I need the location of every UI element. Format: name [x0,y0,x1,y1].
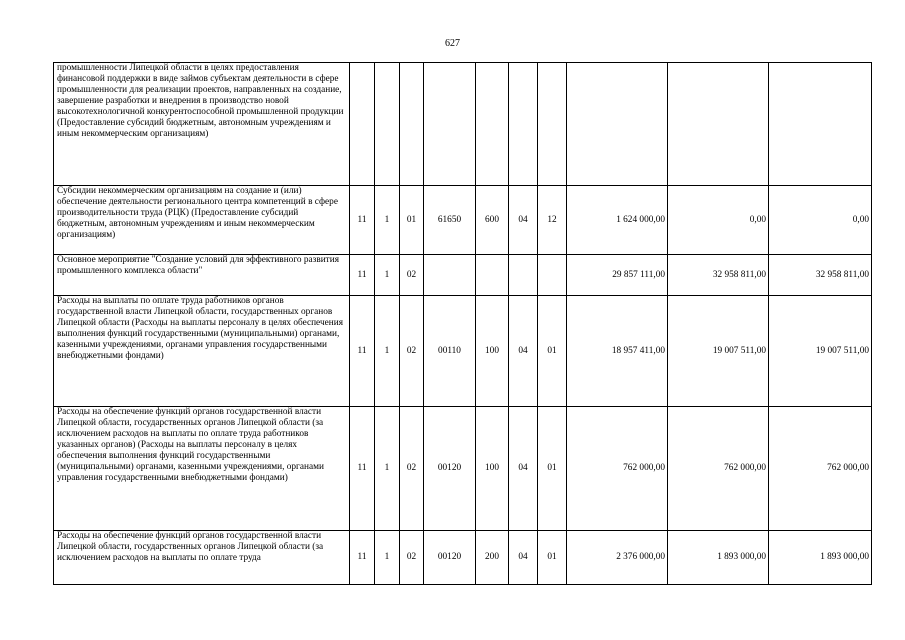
cell-vr [476,255,509,296]
cell-om: 01 [400,186,424,255]
cell-pp: 1 [375,296,400,407]
cell-direction: 00120 [424,407,476,531]
cell-rz: 04 [509,407,538,531]
cell-sum-year1: 29 857 111,00 [567,255,668,296]
table-row [54,255,872,296]
cell-pr [538,63,567,186]
table-row [54,531,872,585]
cell-direction: 61650 [424,186,476,255]
cell-vr: 200 [476,531,509,585]
cell-pr: 01 [538,296,567,407]
cell-gp: 11 [350,531,375,585]
cell-pr: 12 [538,186,567,255]
cell-vr: 100 [476,296,509,407]
cell-vr: 600 [476,186,509,255]
row-description: Субсидии некоммерческим организациям на создание и (или) обеспечение деятельности регионального центра компетенций в сфере производительности труда (РЦК) (Предоставление субсидий бюджетным, автономным учреждениям и иным некоммерческим организациям) [54,186,350,255]
table-row [54,63,872,186]
cell-rz [509,255,538,296]
cell-gp: 11 [350,296,375,407]
cell-sum-year1: 762 000,00 [567,407,668,531]
page-number: 627 [445,38,460,49]
row-description: Основное мероприятие "Создание условий для эффективного развития промышленного комплекса области" [54,255,350,296]
table-row [54,186,872,255]
table-row [54,407,872,531]
cell-gp: 11 [350,255,375,296]
cell-pr: 01 [538,407,567,531]
cell-sum-year2: 32 958 811,00 [668,255,769,296]
cell-direction: 00110 [424,296,476,407]
cell-sum-year3: 0,00 [769,186,872,255]
row-description: Расходы на выплаты по оплате труда работников органов государственной власти Липецкой области, государственных органов Липецкой области (Расходы на выплаты персоналу в целях обеспечения выполнения функций государственными (муниципальными) органами, казенными учреждениями, органами управления государственными внебюджетными фондами) [54,296,350,407]
cell-direction [424,63,476,186]
cell-gp: 11 [350,186,375,255]
cell-sum-year2 [668,63,769,186]
cell-om: 02 [400,255,424,296]
cell-sum-year2: 1 893 000,00 [668,531,769,585]
table-row [54,296,872,407]
cell-vr [476,63,509,186]
cell-sum-year1 [567,63,668,186]
cell-sum-year2: 19 007 511,00 [668,296,769,407]
cell-sum-year1: 1 624 000,00 [567,186,668,255]
cell-sum-year1: 18 957 411,00 [567,296,668,407]
cell-om [400,63,424,186]
cell-om: 02 [400,296,424,407]
cell-pr: 01 [538,531,567,585]
cell-sum-year3: 32 958 811,00 [769,255,872,296]
row-description: Расходы на обеспечение функций органов государственной власти Липецкой области, государственных органов Липецкой области (за исключением расходов на выплаты по оплате труда работников указанных органов) (Расходы на выплаты персоналу в целях обеспечения выполнения функций государственными (муниципальными) органами, казенными учреждениями, органами управления государственными внебюджетными фондами) [54,407,350,531]
row-description: промышленности Липецкой области в целях предоставления финансовой поддержки в виде займов субъектам деятельности в сфере промышленности для реализации проектов, направленных на создание, завершение разработки и внедрения в производство новой высокотехнологичной конкурентоспособной промышленной продукции (Предоставление субсидий бюджетным, автономным учреждениям и иным некоммерческим организациям) [54,63,350,186]
cell-sum-year3: 1 893 000,00 [769,531,872,585]
cell-pr [538,255,567,296]
cell-gp: 11 [350,407,375,531]
cell-pp [375,63,400,186]
budget-table [53,62,872,585]
cell-sum-year3: 19 007 511,00 [769,296,872,407]
cell-pp: 1 [375,407,400,531]
cell-rz: 04 [509,531,538,585]
cell-direction [424,255,476,296]
cell-sum-year1: 2 376 000,00 [567,531,668,585]
cell-pp: 1 [375,531,400,585]
cell-gp [350,63,375,186]
row-description: Расходы на обеспечение функций органов государственной власти Липецкой области, государственных органов Липецкой области (за исключением расходов на выплаты по оплате труда [54,531,350,585]
cell-pp: 1 [375,255,400,296]
cell-sum-year2: 762 000,00 [668,407,769,531]
cell-rz: 04 [509,296,538,407]
cell-vr: 100 [476,407,509,531]
cell-om: 02 [400,531,424,585]
cell-rz: 04 [509,186,538,255]
cell-om: 02 [400,407,424,531]
cell-sum-year2: 0,00 [668,186,769,255]
cell-sum-year3: 762 000,00 [769,407,872,531]
cell-direction: 00120 [424,531,476,585]
cell-rz [509,63,538,186]
cell-pp: 1 [375,186,400,255]
cell-sum-year3 [769,63,872,186]
